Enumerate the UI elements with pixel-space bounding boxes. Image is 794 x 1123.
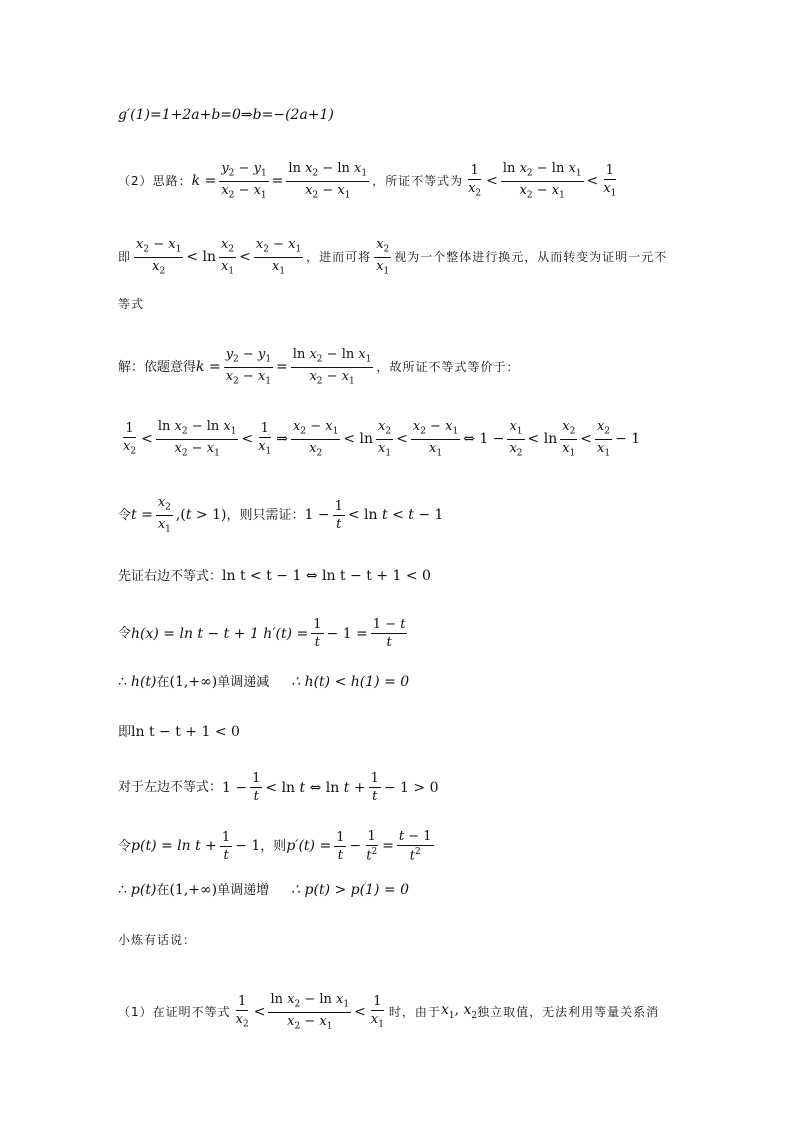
fraction: $\frac{1}{x_2}$	[468, 162, 482, 199]
minus-one: − 1	[235, 838, 261, 855]
fraction: $\frac{x_2}{x_1}$	[221, 237, 235, 277]
line-note-1	[118, 993, 694, 1031]
fraction: $\frac{x_2 - x_1}{x_1}$	[412, 419, 459, 459]
k-eq: k =	[191, 173, 217, 190]
line-jie	[118, 348, 694, 386]
fraction: $\frac{x_2 - x_1}{x_2}$	[293, 419, 339, 459]
fraction: $\frac{x_2}{x_1}$	[378, 419, 392, 459]
line-ling-t	[118, 496, 694, 534]
math: ln t − t + 1 < 0	[131, 724, 240, 740]
fraction: $\frac{\ln x_2 - \ln x_1}{x_2 - x_1}$	[288, 161, 368, 201]
text: 即	[118, 250, 132, 265]
line-siliu	[118, 162, 694, 200]
fraction: $\frac{1}{x_2}$	[235, 993, 249, 1030]
math: ∴ p(t) > p(1) = 0	[291, 882, 409, 898]
text: 视为一个整体进行换元，从而转变为证明一元不	[394, 250, 668, 265]
fraction: $\frac{x_2 - x_1}{x_2}$	[136, 237, 182, 277]
line-dengshi	[118, 298, 694, 310]
text: 在	[156, 674, 170, 690]
fraction: $\frac{x_1}{x_2}$	[509, 419, 523, 459]
eq-text: g′(1)=1+2a+b=0⇒b=−(2a+1)	[118, 107, 334, 123]
text: 对于左边不等式：	[118, 780, 223, 795]
fraction: $\frac{\ln x_2 - \ln x_1}{x_2 - x_1}$	[157, 419, 237, 459]
lt: <	[241, 431, 254, 448]
fraction: $\frac{1}{t^2}$	[366, 829, 378, 864]
line-xiaolian	[118, 934, 694, 946]
fraction: $\frac{\ln x_2 - \ln x_1}{x_2 - x_1}$	[502, 161, 582, 201]
eq-g-prime	[118, 108, 694, 122]
p-prime: p′(t) =	[286, 838, 332, 855]
lt: <	[354, 1004, 366, 1021]
ineq: < ln t ⇔ ln t +	[265, 779, 366, 796]
fraction: $\frac{\ln x_2 - \ln x_1}{x_2 - x_1}$	[292, 347, 372, 387]
equals: =	[271, 173, 284, 190]
t-eq: t =	[131, 507, 153, 524]
lt: < ln	[343, 431, 374, 448]
text: 在	[156, 882, 170, 898]
text: ，则只需证：	[226, 507, 305, 523]
lt: < ln	[527, 431, 558, 448]
fraction: $\frac{x_2}{x_1}$	[562, 419, 576, 459]
text: 时，由于	[388, 1005, 441, 1020]
text: 等式	[118, 297, 145, 311]
fraction: $\frac{1}{t}$	[334, 498, 343, 532]
line-h-decreasing	[118, 675, 694, 689]
text: 即	[118, 724, 132, 740]
line-ji-2	[118, 725, 694, 739]
fraction: $\frac{t - 1}{t^2}$	[398, 829, 432, 864]
fraction: $\frac{\ln x_2 - \ln x_1}{x_2 - x_1}$	[270, 992, 350, 1032]
vars: $x_1$, $x_2$	[440, 1002, 478, 1021]
fraction: $\frac{y_2 - y_1}{x_2 - x_1}$	[221, 161, 267, 201]
minus: −	[349, 838, 362, 855]
lt: <	[239, 249, 251, 266]
fraction: $\frac{1}{x_1}$	[258, 420, 272, 457]
text: ，则	[260, 838, 287, 854]
fraction: $\frac{1}{t}$	[221, 829, 231, 863]
interval: (1,+∞)	[169, 882, 218, 898]
fraction: $\frac{1}{x_1}$	[603, 162, 617, 199]
line-left-ineq	[118, 772, 694, 803]
therefore: ∴	[118, 882, 127, 898]
lt: <	[580, 431, 593, 448]
line-ling-h	[118, 618, 694, 649]
text: ，故所证不等式等价于：	[376, 360, 520, 375]
condition: ,(t > 1)	[175, 507, 227, 524]
line-ji	[118, 238, 694, 276]
lt: <	[141, 431, 153, 448]
text: （1）在证明不等式	[118, 1005, 231, 1020]
text: ，进而可将	[306, 250, 372, 265]
fraction: $\frac{1}{t}$	[370, 771, 379, 804]
label: （2）思路：	[118, 174, 192, 189]
fraction: $\frac{1}{x_1}$	[370, 993, 384, 1030]
equals: =	[382, 838, 394, 855]
text: ，所证不等式为	[372, 174, 464, 189]
fraction: $\frac{x_2}{x_1}$	[157, 495, 171, 535]
text: 令	[118, 507, 132, 523]
equals: =	[276, 359, 288, 376]
implies: ⇒	[276, 431, 289, 448]
text: 单调递减	[217, 674, 270, 690]
text: 小炼有话说：	[118, 933, 197, 947]
math: ln t < t − 1 ⇔ ln t − t + 1 < 0	[222, 568, 431, 584]
fraction: $\frac{x_2}{x_1}$	[597, 419, 611, 459]
one-minus: 1 −	[304, 507, 330, 524]
fraction: $\frac{1}{t}$	[336, 829, 345, 863]
math: p(t)	[130, 882, 157, 898]
lt: < ln	[186, 249, 217, 266]
line-right-ineq	[118, 569, 694, 583]
fraction: $\frac{1}{x_2}$	[123, 420, 137, 457]
iff: ⇔ 1 −	[463, 431, 505, 448]
fraction: $\frac{1}{t}$	[313, 617, 322, 650]
p-def: p(t) = ln t +	[131, 838, 217, 855]
text: 单调递增	[217, 882, 270, 898]
line-p-increasing	[118, 883, 694, 897]
lt: <	[396, 431, 408, 448]
math: h(x) = ln t − t + 1 h′(t) =	[131, 625, 309, 642]
tail: − 1 > 0	[383, 779, 439, 796]
lt: <	[253, 1004, 266, 1021]
k-eq: k =	[196, 359, 221, 376]
text: 令	[118, 838, 132, 854]
text: 令	[118, 626, 132, 641]
lt: <	[586, 173, 599, 190]
one-minus: 1 −	[222, 779, 248, 796]
text: 解：依题意得	[118, 359, 197, 375]
math: h(t)	[130, 674, 157, 690]
line-equiv-chain	[118, 420, 694, 458]
text: 先证右边不等式：	[118, 568, 223, 584]
ineq: < ln t < t − 1	[347, 507, 444, 524]
fraction: $\frac{1}{t}$	[252, 771, 261, 804]
minus-one: − 1 =	[326, 625, 368, 642]
line-ling-p	[118, 830, 694, 862]
fraction: $\frac{x_2 - x_1}{x_1}$	[255, 237, 302, 277]
therefore: ∴	[118, 674, 127, 690]
interval: (1,+∞)	[169, 674, 218, 690]
minus-one: − 1	[615, 431, 641, 448]
fraction: $\frac{1 - t}{t}$	[372, 617, 406, 650]
fraction: $\frac{x_2}{x_1}$	[376, 237, 390, 277]
lt: <	[486, 173, 498, 190]
text: 独立取值，无法利用等量关系消	[477, 1005, 660, 1020]
fraction: $\frac{y_2 - y_1}{x_2 - x_1}$	[225, 347, 272, 387]
math: ∴ h(t) < h(1) = 0	[291, 674, 410, 690]
